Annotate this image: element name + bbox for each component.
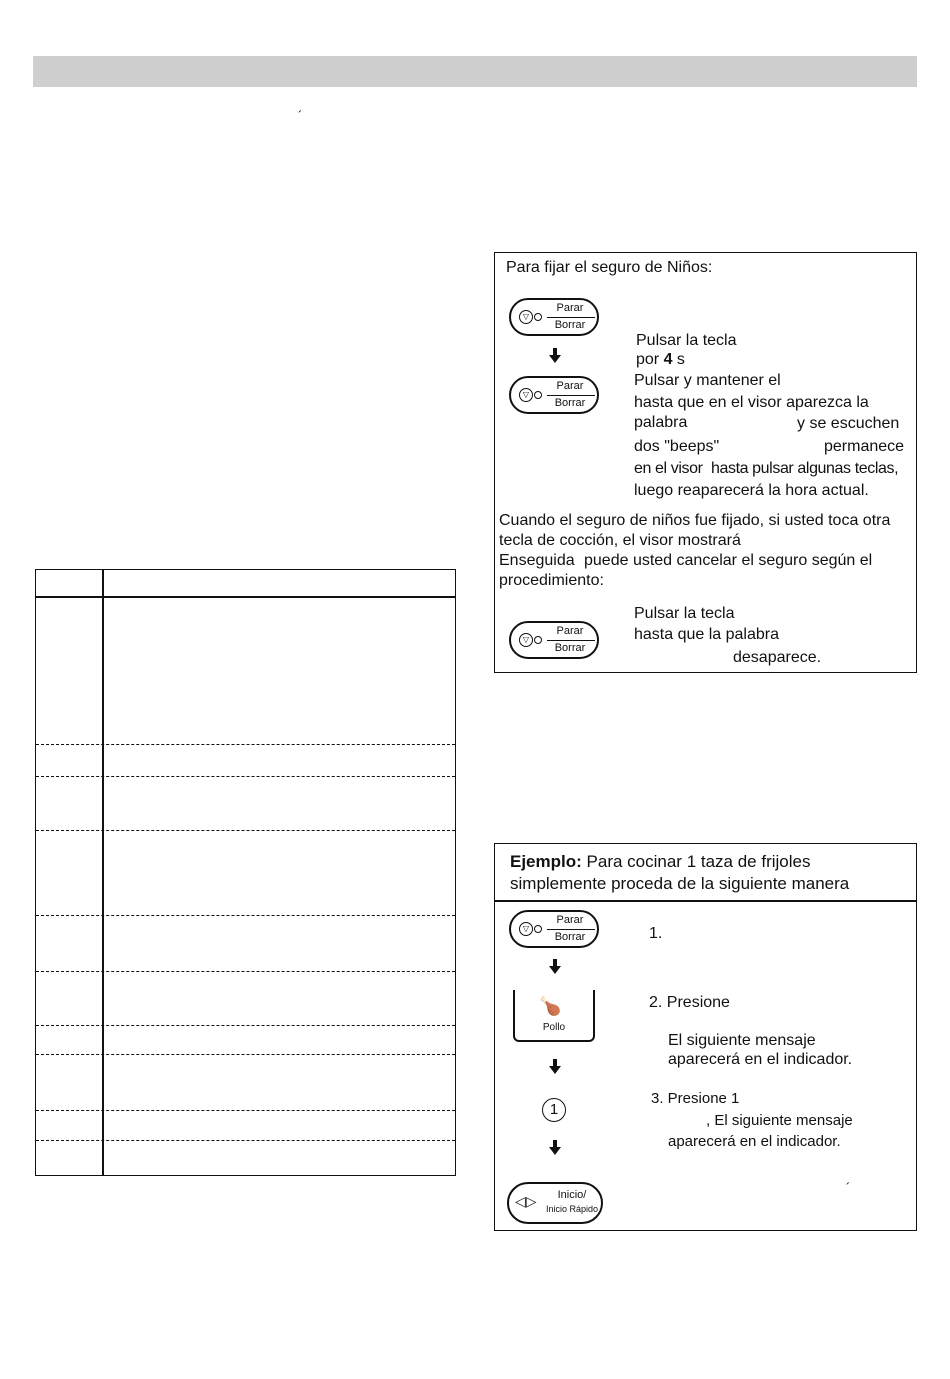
start-quick-start-key[interactable]: ◁▷ Inicio/ Inicio Rápido xyxy=(507,1182,603,1224)
stop-icon: ▽ xyxy=(519,922,533,936)
arrow-down-icon xyxy=(549,1147,561,1155)
accent-mark: ´ xyxy=(298,108,303,123)
chicken-icon: 🍗 xyxy=(539,996,562,1016)
stop-icon: ▽ xyxy=(519,388,533,402)
spec-table xyxy=(35,569,456,1176)
arrow-down-icon xyxy=(549,966,561,974)
stop-icon: ▽ xyxy=(519,633,533,647)
stop-clear-key[interactable]: ▽ Parar Borrar xyxy=(509,298,599,336)
stop-clear-key[interactable]: ▽ Parar Borrar xyxy=(509,621,599,659)
child-lock-box: Para fijar el seguro de Niños: ▽ Parar Borrar Pulsar la tecla por 4 s ▽ Parar Borrar Pulsar y mantener el hasta que en el visor aparezca la palabra y se escuchen dos "beeps" permanece en el visor hasta pulsar algunas teclas, luego reaparecerá la hora actual. Cuando el seguro de niños fue fijado, si usted toca otra tecla de cocción, el visor mostrará Enseguida puede usted cancelar el seguro según el procedimiento: Pulsar la tecla hasta que la palabra ▽ Parar Borrar desaparece. xyxy=(494,252,917,673)
stop-clear-key[interactable]: ▽ Parar Borrar xyxy=(509,376,599,414)
child-lock-heading: Para fijar el seguro de Niños: xyxy=(506,259,713,276)
arrow-down-icon xyxy=(549,1066,561,1074)
arrow-down-icon xyxy=(549,355,561,363)
example-box: Ejemplo: Para cocinar 1 taza de frijoles simplemente proceda de la siguiente manera ▽ Parar Borrar 1. 🍗 Pollo 2. Presione El siguiente mensaje aparecerá en el indicador. 3. Presione 1 1 , El siguiente mensaje aparecerá en el indicador. ◁▷ Inicio/ Inicio Rápido ´ xyxy=(494,843,917,1231)
chicken-key[interactable]: 🍗 Pollo xyxy=(513,990,595,1042)
start-icon: ◁▷ xyxy=(515,1193,537,1209)
stop-clear-key[interactable]: ▽ Parar Borrar xyxy=(509,910,599,948)
example-title: Ejemplo: Para cocinar 1 taza de frijoles xyxy=(510,852,811,871)
number-key-1[interactable]: 1 xyxy=(542,1098,566,1122)
section-header-bar xyxy=(33,56,917,87)
stop-icon: ▽ xyxy=(519,310,533,324)
